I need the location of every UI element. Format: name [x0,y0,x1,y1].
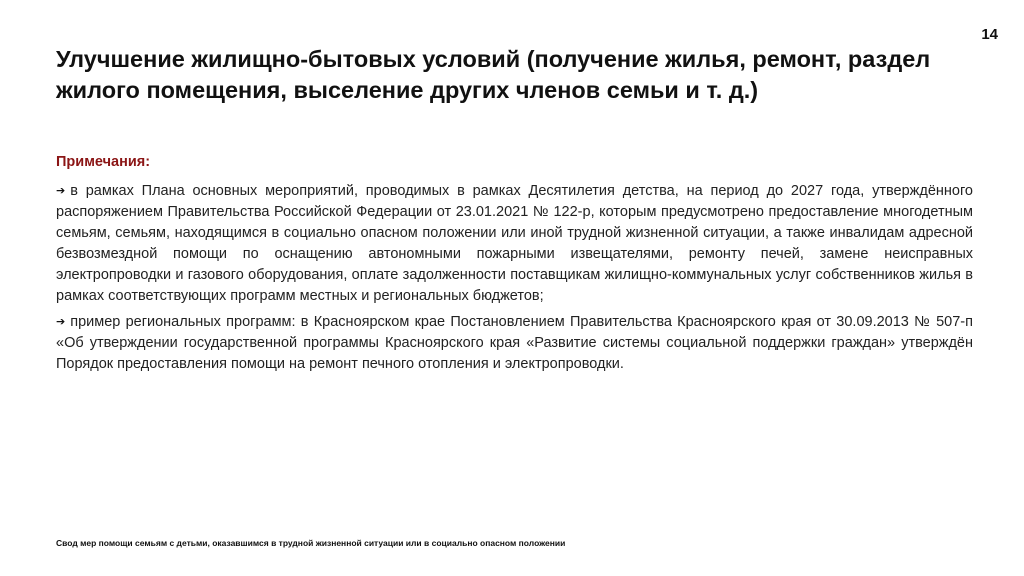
note-text: пример региональных программ: в Красноярском крае Постановлением Правительства Красноярского края от 30.09.2013 № 507-п «Об утверждении государственной программы Красноярского края «Развитие системы социальной поддержки граждан» утверждён Порядок предоставления помощи на ремонт печного отопления и электропроводки. [56,314,973,372]
footer-caption: Свод мер помощи семьям с детьми, оказавшимся в трудной жизненной ситуации или в социально опасном положении [56,538,566,548]
arrow-right-icon: ➔ [56,185,66,197]
note-text: в рамках Плана основных мероприятий, проводимых в рамках Десятилетия детства, на период до 2027 года, утверждённого распоряжением Правительства Российской Федерации от 23.01.2021 № 122-р, которым предусмотрено предоставление многодетным семьям, семьям, находящимся в социально опасном положении или иной трудной жизненной ситуации, а также инвалидам адресной безвозмездной помощи по оснащению автономными пожарными извещателями, ремонту печей, замене неисправных электропроводки и газового оборудования, оплате задолженности поставщикам жилищно-коммунальных услуг собственников жилья в рамках соответствующих программ местных и региональных бюджетов; [56,183,973,304]
note-item [56,312,973,375]
page-title: Улучшение жилищно-бытовых условий (получение жилья, ремонт, раздел жилого помещения, выселение других членов семьи и т. д.) [56,46,931,103]
notes-section [56,152,973,380]
arrow-right-icon: ➔ [56,316,66,328]
page-number: 14 [981,26,998,43]
note-item [56,181,973,307]
notes-heading: Примечания: [56,154,151,170]
